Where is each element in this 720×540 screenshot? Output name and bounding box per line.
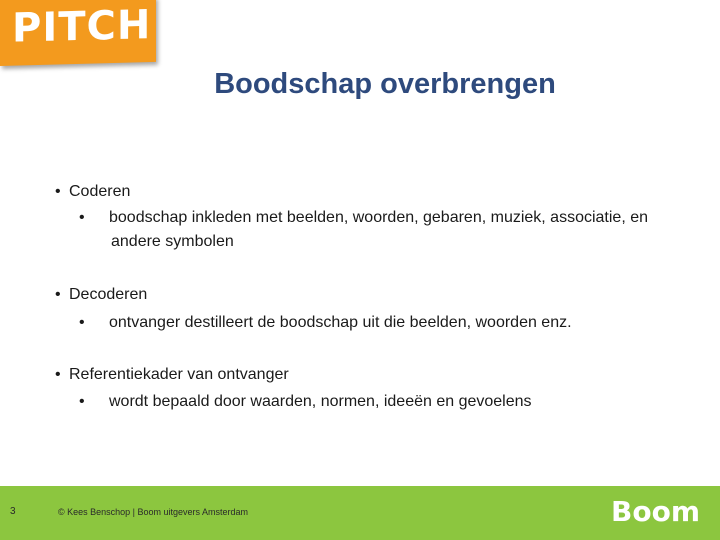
bullet-dot-icon: •: [55, 366, 61, 383]
bullet-dot-icon: •: [79, 209, 85, 226]
boom-logo: Boom: [611, 495, 700, 528]
pitch-logo-banner: [0, 0, 156, 66]
footer-bar: [0, 486, 720, 540]
bullet-dot-icon: •: [79, 393, 85, 410]
copyright-text: © Kees Benschop | Boom uitgevers Amsterdam: [58, 507, 249, 517]
bullet-dot-icon: •: [79, 314, 85, 331]
bullet-dot-icon: •: [55, 183, 61, 200]
sub-bullet-coderen: [79, 206, 671, 254]
sub-bullet-referentiekader: [79, 390, 671, 414]
bullet-dot-icon: •: [55, 286, 61, 303]
sub-bullet-text: ontvanger destilleert de boodschap uit die beelden, woorden enz.: [109, 314, 572, 331]
sub-bullet-decoderen: [79, 311, 671, 335]
bullet-decoderen: [55, 283, 147, 307]
page-number: 3: [10, 506, 16, 517]
bullet-label: Decoderen: [69, 286, 148, 303]
bullet-coderen: [55, 180, 130, 204]
sub-bullet-text: wordt bepaald door waarden, normen, ideeën en gevoelens: [109, 393, 532, 410]
sub-bullet-text: boodschap inkleden met beelden, woorden, gebaren, muziek, associatie, en andere symbolen: [109, 209, 649, 250]
pitch-logo-text: PITCH: [12, 2, 152, 52]
bullet-label: Coderen: [69, 183, 131, 200]
bullet-label: Referentiekader van ontvanger: [69, 366, 289, 383]
bullet-referentiekader: [55, 363, 289, 387]
slide-title: Boodschap overbrengen: [214, 68, 556, 100]
